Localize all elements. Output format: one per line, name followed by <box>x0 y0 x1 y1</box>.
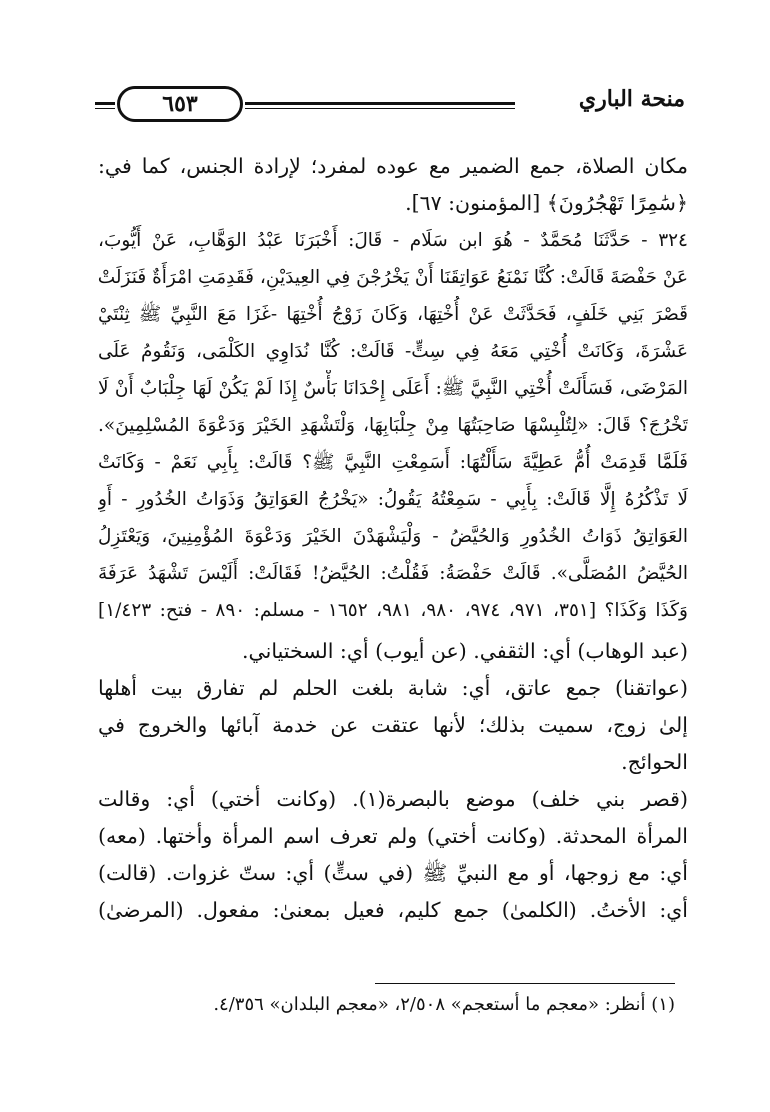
commentary-line: الحوائج. <box>621 750 688 774</box>
hadith-line: العَوَاتِقُ ذَوَاتُ الخُدُورِ وَالحُيَّضُ - وَلْيَشْهَدْنَ الخَيْرَ وَدَعْوَةَ المُؤْمِنِينَ، وَيَعْتَزِلُ <box>98 526 688 547</box>
commentary-line: المرأة المحدثة. (وكانت أختي) ولم تعرف اسم المرأة وأختها. (معه) <box>98 824 688 848</box>
commentary-line: إلىٰ زوج، سميت بذلك؛ لأنها عتقت عن خدمة آبائها والخروج في <box>98 713 688 737</box>
running-header <box>95 84 685 124</box>
hadith-line: عَشْرَةَ، وَكَانَتْ أُخْتِي مَعَهُ فِي سِتٍّ- قَالَتْ: كُنَّا نُدَاوِي الكَلْمَى، وَنَقُومُ عَلَى <box>98 341 688 362</box>
commentary-line: (عواتقنا) جمع عاتق، أي: شابة بلغت الحلم لم تفارق بيت أهلها <box>98 676 688 700</box>
page-number: ٦٥٣ <box>117 86 243 122</box>
quran-verse-line: ﴿سَٰمِرًا تَهْجُرُونَ﴾ [المؤمنون: ٦٧]. <box>405 191 688 215</box>
hadith-line: المَرْضَى، فَسَأَلَتْ أُخْتِي النَّبِيَّ ﷺ: أَعَلَى إِحْدَانَا بَأْسٌ إِذَا لَمْ يَكُنْ لَهَا جِلْبَابٌ أَنْ لَا <box>98 378 688 399</box>
header-rule-end <box>95 102 115 109</box>
commentary-line: أي: مع زوجها، أو مع النبيِّ ﷺ (في ستٍّ) أي: ستّ غزوات. (قالت) <box>98 861 688 885</box>
hadith-line: لَا تَذْكُرُهُ إِلَّا قَالَتْ: بِأَبِي - سَمِعْتُهُ يَقُولُ: «يَخْرُجُ العَوَاتِقُ وَذَوَاتُ الخُدُورِ - أَوِ <box>98 489 688 510</box>
footnote: (١) أنظر: «معجم ما أستعجم» ٢/٥٠٨، «معجم البلدان» ٤/٣٥٦. <box>213 994 675 1015</box>
text-line: مكان الصلاة، جمع الضمير مع عوده لمفرد؛ لإرادة الجنس، كما في: <box>98 154 688 178</box>
hadith-line: تَخْرُجَ؟ قَالَ: «لِتُلْبِسْهَا صَاحِبَتُهَا مِنْ جِلْبَابِهَا، وَلْتَشْهَدِ الخَيْرَ وَدَعْوَةَ المُسْلِمِينَ». <box>98 415 688 436</box>
hadith-reference-line: وَكَذَا وَكَذَا؟ [٣٥١، ٩٧١، ٩٧٤، ٩٨٠، ٩٨١، ١٦٥٢ - مسلم: ٨٩٠ - فتح: ١/٤٢٣] <box>98 600 688 621</box>
hadith-line: فَلَمَّا قَدِمَتْ أُمُّ عَطِيَّةَ سَأَلْتُهَا: أَسَمِعْتِ النَّبِيَّ ﷺ؟ قَالَتْ: بِأَبِي نَعَمْ - وَكَانَتْ <box>98 452 688 473</box>
commentary-line: (عبد الوهاب) أي: الثقفي. (عن أيوب) أي: السختياني. <box>242 639 688 663</box>
commentary-line: أي: الأختُ. (الكلمىٰ) جمع كليم، فعيل بمعنىٰ: مفعول. (المرضىٰ) <box>98 898 688 922</box>
hadith-line: قَصْرَ بَنِي خَلَفٍ، فَحَدَّثَتْ عَنْ أُخْتِهَا، وَكَانَ زَوْجُ أُخْتِهَا -غَزَا مَعَ النَّبِيِّ ﷺ ثِنْتَيْ <box>98 304 688 325</box>
hadith-block <box>98 222 688 629</box>
hadith-line: الحُيَّضُ المُصَلَّى». قَالَتْ حَفْصَةُ: فَقُلْتُ: الحُيَّضُ! فَقَالَتْ: أَلَيْسَ تَشْهَدُ عَرَفَةَ <box>98 563 688 584</box>
footnote-separator <box>375 983 675 984</box>
hadith-line: ٣٢٤ - حَدَّثَنَا مُحَمَّدٌ - هُوَ ابن سَلَام - قَالَ: أَخْبَرَنَا عَبْدُ الوَهَّابِ، عَنْ أَيُّوبَ، <box>98 230 688 251</box>
header-rule <box>245 102 515 109</box>
book-title: منحة الباري <box>578 86 685 112</box>
hadith-line: عَنْ حَفْصَةَ قَالَتْ: كُنَّا نَمْنَعُ عَوَاتِقَنَا أَنْ يَخْرُجْنَ فِي العِيدَيْنِ، فَقَدِمَتِ امْرَأَةٌ فَنَزَلَتْ <box>98 267 688 288</box>
commentary-line: (قصر بني خلف) موضع بالبصرة(١). (وكانت أختي) أي: وقالت <box>98 787 688 811</box>
main-text <box>98 148 688 929</box>
